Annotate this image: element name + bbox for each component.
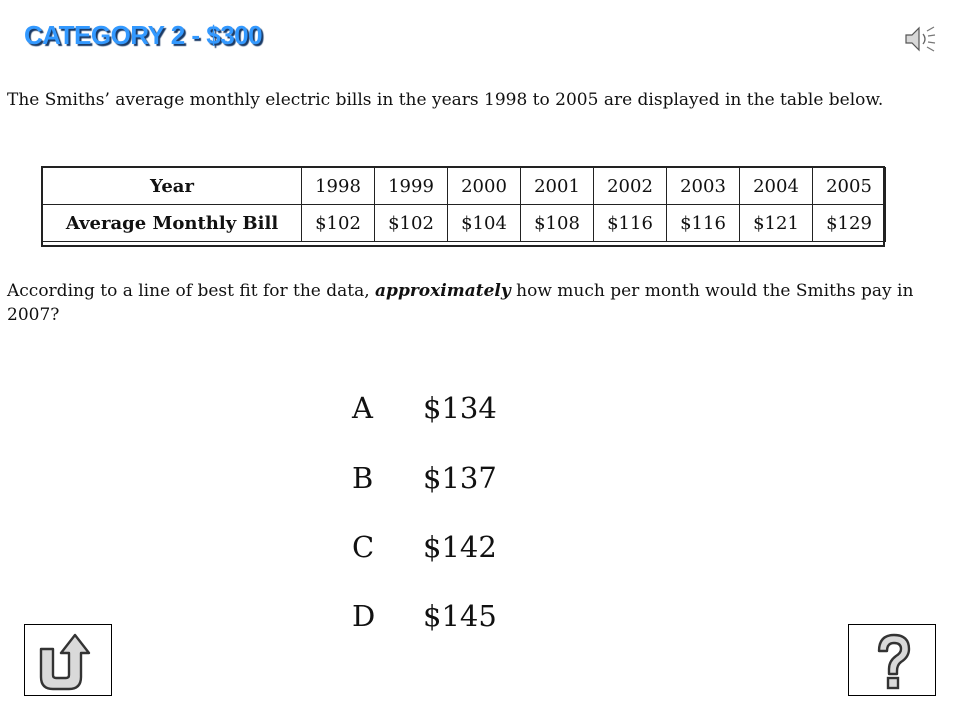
choice-value: $142 xyxy=(423,530,497,564)
bill-cell: $108 xyxy=(521,205,594,242)
year-cell: 2001 xyxy=(521,168,594,205)
choice-b[interactable] xyxy=(352,458,552,498)
table-row xyxy=(43,205,886,242)
slide-title: CATEGORY 2 - $300 xyxy=(24,20,263,50)
intro-text: The Smiths’ average monthly electric bills in the years 1998 to 2005 are displayed in the table below. xyxy=(7,90,884,110)
choice-c[interactable] xyxy=(352,527,552,567)
row-header-year: Year xyxy=(43,168,302,205)
question-mark-icon xyxy=(849,625,937,697)
year-cell: 2002 xyxy=(594,168,667,205)
question-emphasis: approximately xyxy=(375,281,511,301)
choice-value: $134 xyxy=(423,391,497,425)
bill-cell: $102 xyxy=(375,205,448,242)
bill-cell: $129 xyxy=(813,205,886,242)
year-cell: 1998 xyxy=(302,168,375,205)
choice-a[interactable] xyxy=(352,388,552,428)
choice-letter: D xyxy=(352,599,376,633)
choice-letter: C xyxy=(352,530,375,564)
choice-value: $145 xyxy=(423,599,497,633)
year-cell: 1999 xyxy=(375,168,448,205)
bill-table xyxy=(42,167,886,242)
speaker-icon[interactable] xyxy=(903,24,937,54)
choice-letter: B xyxy=(352,461,374,495)
year-cell: 2000 xyxy=(448,168,521,205)
year-cell: 2005 xyxy=(813,168,886,205)
question-after: how much per month would the Smiths pay in 2007? xyxy=(7,281,914,325)
bill-cell: $102 xyxy=(302,205,375,242)
bill-cell: $121 xyxy=(740,205,813,242)
choice-value: $137 xyxy=(423,461,497,495)
choice-letter: A xyxy=(352,391,373,425)
u-turn-back-arrow-icon xyxy=(25,625,113,697)
choice-d[interactable] xyxy=(352,596,552,636)
year-cell: 2003 xyxy=(667,168,740,205)
help-button[interactable] xyxy=(848,624,936,696)
year-cell: 2004 xyxy=(740,168,813,205)
question-text xyxy=(7,279,937,327)
bill-cell: $104 xyxy=(448,205,521,242)
row-header-bill: Average Monthly Bill xyxy=(43,205,302,242)
back-button[interactable] xyxy=(24,624,112,696)
table-row xyxy=(43,168,886,205)
bill-cell: $116 xyxy=(667,205,740,242)
question-before: According to a line of best fit for the data, xyxy=(7,281,376,301)
bill-cell: $116 xyxy=(594,205,667,242)
